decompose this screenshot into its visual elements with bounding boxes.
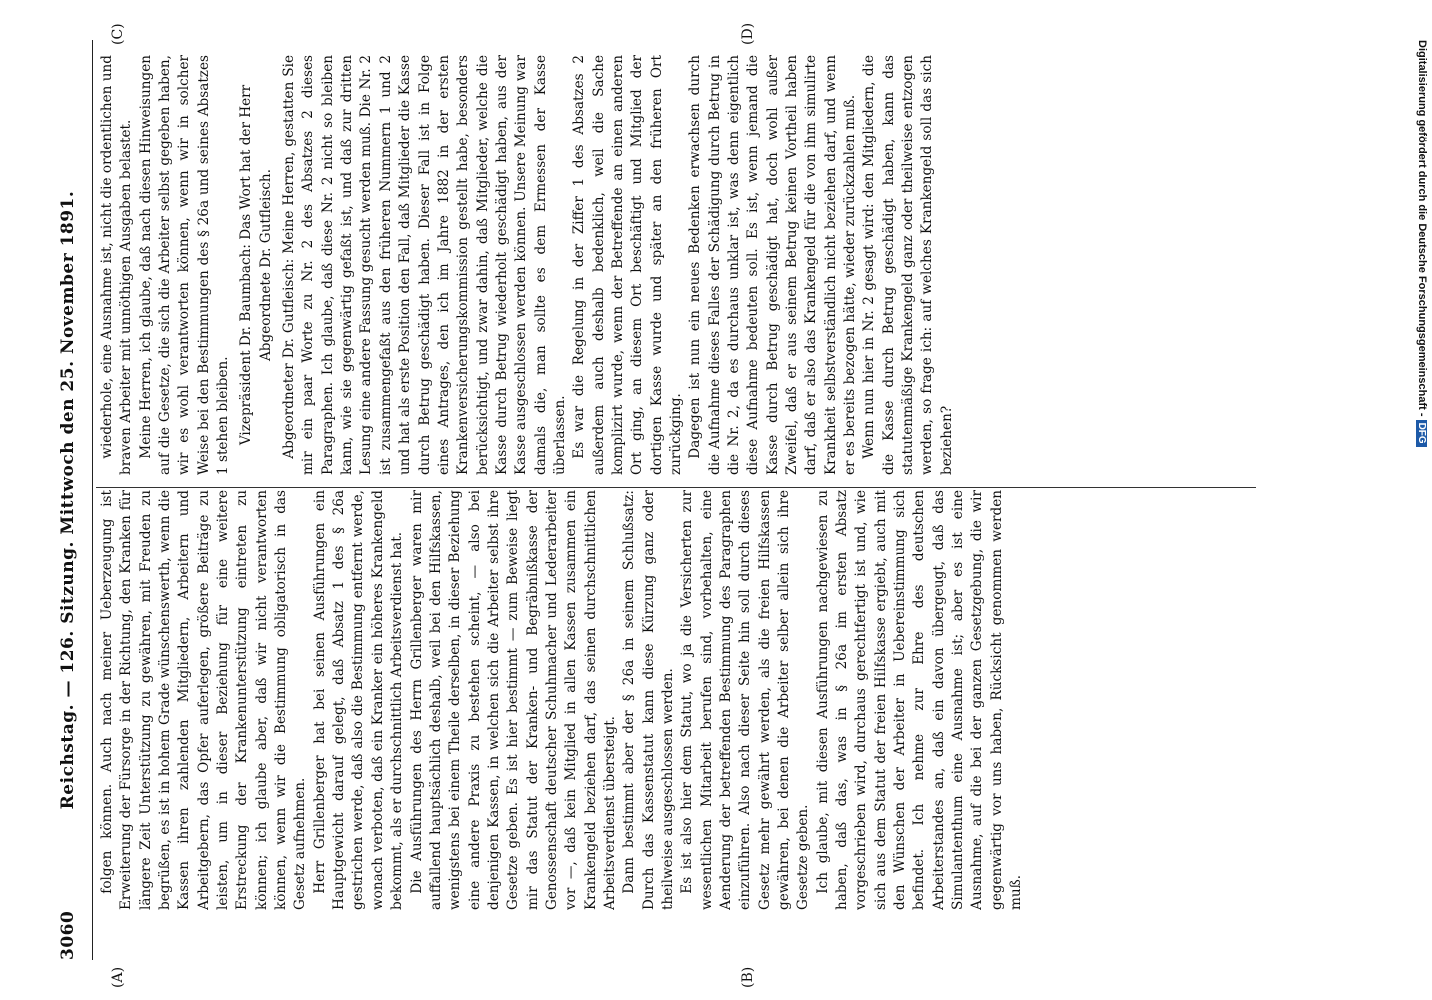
paragraph: Es war die Regelung in der Ziffer 1 des Absatzes 2 außerdem auch deshalb bedenklich, weil die Sache komplizirt wurde, wenn der Betreffende an einen anderen Ort ging, an diesem Ort beschäftigt und Mitglied der dortigen Kasse wurde und später an den früheren Ort zurückging. [571, 55, 684, 475]
margin-marker-c: (C) [110, 23, 126, 45]
paragraph: wiederhole, eine Ausnahme ist, nicht die ordentlichen und braven Arbeiter mit unnöthigen Ausgaben belastet. [99, 55, 135, 475]
running-head: Reichstag. — 126. Sitzung. Mittwoch den 25. November 1891. [58, 190, 78, 810]
margin-marker-d: (D) [740, 22, 756, 45]
footer-credit: Digitalisierung gefördert durch die Deutsche Forschungsgemeinschaft - [1416, 40, 1428, 417]
paragraph: Meine Herren, ich glaube, daß nach diesen Hinweisungen auf die Gesetze, die sich die Arbeiter selbst gegeben haben, wir es wohl verantworten können, wenn wir in solcher Weise bei den Bestimmungen des § 26a und seines Absatzes 1 stehen bleiben. [137, 55, 232, 475]
column-left [98, 490, 1263, 910]
footer-strip [1408, 40, 1428, 980]
paragraph: Abgeordneter Dr. Gutfleisch: Meine Herren, gestatten Sie mir ein paar Worte zu Nr. 2 des Absatzes 2 dieses Paragraphen. Ich glaube, daß diese Nr. 2 nicht so bleiben kann, wie sie gegenwärtig gefaßt ist, und daß zur dritten Lesung eine andere Fassung gesucht werden muß. Die Nr. 2 ist zusammengefaßt aus den früheren Nummern 1 und 2 und hat als erste Position den Fall, daß Mitglieder die Kasse durch Betrug geschädigt haben. Dieser Fall ist in Folge eines Antrages, den ich im Jahre 1882 in der ersten Krankenversicherungskommission gestellt habe, besonders berücksichtigt, und zwar dahin, daß Mitglieder, welche die Kasse durch Betrug wiederholt geschädigt haben, aus der Kasse ausgeschlossen werden können. Unsere Meinung war damals die, man sollte es dem Ermessen der Kasse überlassen. [281, 55, 568, 475]
paragraph: Es ist also hier dem Statut, wo ja die Versicherten zur wesentlichen Mitarbeit berufen sind, vorbehalten, eine Aenderung der betreffenden Bestimmung des Paragraphen einzuführen. Also nach dieser Seite hin soll durch dieses Gesetz mehr gewährt werden, als die freien Hilfskassen gewähren, bei denen die Arbeiter selber allein sich ihre Gesetze geben. [679, 490, 812, 910]
paragraph: Wenn nun hier in Nr. 2 gesagt wird: den Mitgliedern, die die Kasse durch Betrug geschädigt haben, kann das statutenmäßige Krankengeld ganz oder theilweise entzogen werden, so frage ich: auf welches Krankengeld soll das sich beziehen? [861, 55, 955, 475]
column-divider [96, 487, 1256, 488]
margin-marker-b: (B) [740, 966, 756, 988]
speaker-line: Vizepräsident Dr. Baumbach: Das Wort hat der Herr Abgeordnete Dr. Gutfleisch. [238, 84, 274, 446]
paragraph: Ich glaube, mit diesen Ausführungen nachgewiesen zu haben, daß das, was in § 26a im ersten Absatz vorgeschrieben wird, durchaus gerechtfertigt ist und, wie sich aus dem Statut der freien Hilfskasse ergiebt, auch mit den Wünschen der Arbeiter in Uebereinstimmung sich befindet. Ich nehme zur Ehre des deutschen Arbeiterstandes an, daß ein davon übergeugt, daß das Simulantenthum eine Ausnahme ist; aber es ist eine Ausnahme, auf die bei der ganzen Gesetzgebung, die wir gegenwärtig vor uns haben, Rücksicht genommen werden muß. [814, 490, 1025, 910]
page-header [58, 40, 86, 960]
margin-marker-a: (A) [110, 966, 126, 988]
page-number: 3060 [58, 910, 78, 960]
paragraph: Herr Grillenberger hat bei seinen Ausführungen ein Hauptgewicht darauf gelegt, daß Absatz 1 des § 26a gestrichen werde, daß also die Bestimmung entfernt werde, wonach verboten, daß ein Kranker ein höheres Krankengeld bekommt, als er durchschnittlich Arbeitsverdienst hat. [311, 490, 406, 910]
paragraph: Dann bestimmt aber der § 26a in seinem Schlußsatz: Durch das Kassenstatut kann diese Kürzung ganz oder theilweise ausgeschlossen werden. [621, 490, 676, 910]
paragraph: Dagegen ist nun ein neues Bedenken erwachsen durch die Aufnahme dieses Falles der Schädigung durch Betrug in die Nr. 2, da es durchaus unklar ist, was denn eigentlich diese Aufnahme bedeuten soll. Es ist, wenn jemand die Kasse durch Betrug geschädigt hat, doch wohl außer Zweifel, daß er aus seinem Betrug keinen Vortheil haben darf, daß er also das Krankengeld für die von ihm simulirte Krankheit selbstverständlich nicht beziehen darf, und wenn er es bereits bezogen hätte, wieder zurückzahlen muß. [687, 55, 859, 475]
header-rule [92, 40, 93, 960]
column-right [98, 55, 1263, 475]
paragraph: Die Ausführungen des Herrn Grillenberger waren mir auffallend hauptsächlich deshalb, weil bei den Hilfskassen, wenigstens bei einem Theile derselben, in dieser Beziehung eine andere Praxis zu bestehen scheint, — also bei denjenigen Kassen, in welchen sich die Arbeiter selbst ihre Gesetze geben. Es ist hier bestimmt — zum Beweise liegt mir das Statut der Kranken- und Begräbnißkasse der Genossenschaft deutscher Schuhmacher und Lederarbeiter vor —, daß kein Mitglied in allen Kassen zusammen ein Krankengeld beziehen darf, das seinen durchschnittlichen Arbeitsverdienst übersteigt. [408, 490, 618, 910]
paragraph: folgen können. Auch nach meiner Ueberzeugung ist Erweiterung der Fürsorge in der Richtung, den Kranken für längere Zeit Unterstützung zu gewähren, mit Freuden zu begrüßen, es ist in hohem Grade wünschenswerth, wenn die Kassen ihren zahlenden Mitgliedern, Arbeitern und Arbeitgebern, das Opfer auferlegen, größere Beiträge zu leisten, um in dieser Beziehung für eine weitere Erstreckung der Krankenunterstützung eintreten zu können; ich glaube aber, daß wir nicht verantworten können, wenn wir die Bestimmung obligatorisch in das Gesetz aufnehmen. [99, 490, 309, 910]
dfg-logo: DFG [1416, 420, 1427, 447]
